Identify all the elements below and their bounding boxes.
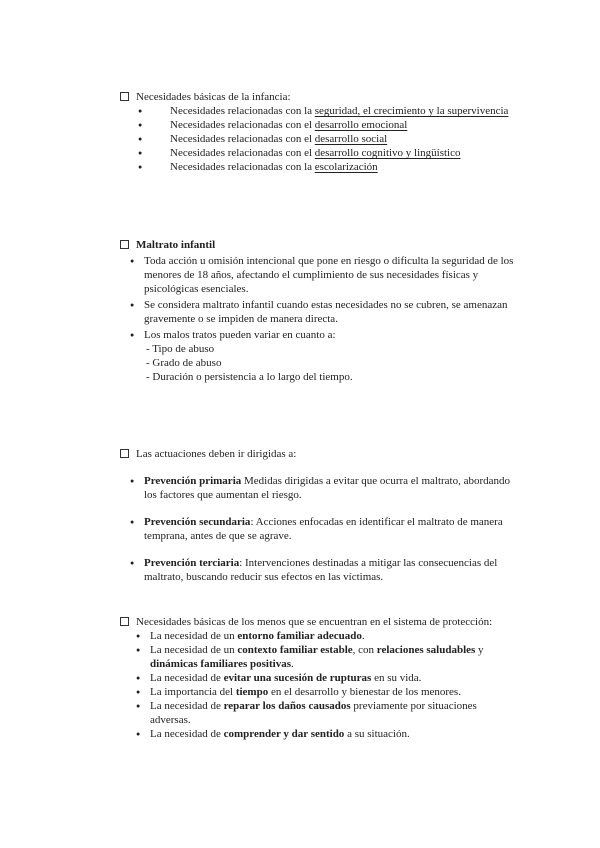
section-actions <box>120 447 520 584</box>
item-text: Necesidades relacionadas con el <box>170 147 315 159</box>
heading-text: Las actuaciones deben ir dirigidas a: <box>136 448 297 460</box>
list-item <box>120 160 520 174</box>
sub-item: - Duración o persistencia a lo largo del tiempo. <box>146 371 353 383</box>
item-text: La necesidad de <box>150 728 224 740</box>
list-item <box>120 118 520 132</box>
item-text: Necesidades relacionadas con el <box>170 119 315 131</box>
section-heading <box>120 90 520 104</box>
list-item: ● Se considera maltrato infantil cuando estas necesidades no se cubren, se amenazan gravemente o se impiden de manera directa. <box>120 298 520 326</box>
item-bold: evitar una sucesión de rupturas <box>223 672 372 684</box>
item-text: . <box>290 658 294 670</box>
item-term: Prevención primaria <box>144 475 242 487</box>
list-item <box>120 474 520 502</box>
sub-item: - Tipo de abuso <box>146 343 215 355</box>
heading-text: Maltrato infantil <box>136 239 216 251</box>
checkbox-icon[interactable] <box>120 240 129 249</box>
item-link[interactable]: desarrollo cognitivo y lingüístico <box>314 147 461 159</box>
item-text: previamente por situaciones adversas. <box>150 700 477 726</box>
item-text: Medidas dirigidas a evitar que ocurra el maltrato, abordando los factores que aumentan el riesgo. <box>144 475 511 501</box>
checkbox-icon[interactable] <box>120 92 129 101</box>
section-protection-needs <box>120 615 520 741</box>
item-text: y <box>475 644 484 656</box>
item-bold: dinámicas familiares positivas <box>150 658 291 670</box>
sub-item: - Grado de abuso <box>146 357 222 369</box>
section-child-abuse <box>120 238 520 384</box>
needs-list <box>120 104 520 174</box>
item-text: a su situación. <box>344 728 410 740</box>
item-text: , con <box>352 644 377 656</box>
section-heading <box>120 238 520 252</box>
prevention-list <box>120 474 520 584</box>
item-bold: tiempo <box>235 686 269 698</box>
item-text: La importancia del <box>150 686 236 698</box>
list-item <box>120 515 520 543</box>
list-item <box>120 671 520 685</box>
item-text: La necesidad de <box>150 672 224 684</box>
section-heading <box>120 447 520 461</box>
heading-text: Necesidades básicas de la infancia: <box>136 91 291 103</box>
list-item <box>120 556 520 584</box>
item-bold: comprender y dar sentido <box>223 728 345 740</box>
list-item <box>120 643 520 671</box>
item-text: Necesidades relacionadas con la <box>170 161 315 173</box>
section-heading <box>120 615 520 629</box>
item-link[interactable]: escolarización <box>314 161 378 173</box>
item-text: en el desarrollo y bienestar de los menores. <box>268 686 461 698</box>
item-text: en su vida. <box>371 672 422 684</box>
item-bold: contexto familiar estable <box>237 644 353 656</box>
list-item <box>120 146 520 160</box>
list-item: ● Los malos tratos pueden variar en cuanto a: <box>120 328 520 342</box>
item-text: La necesidad de un <box>150 630 238 642</box>
heading-text: Necesidades básicas de los menos que se encuentran en el sistema de protección: <box>136 616 493 628</box>
checkbox-icon[interactable] <box>120 449 129 458</box>
item-text: Acciones enfocadas en identificar el maltrato de manera temprana, antes de que se agrave. <box>144 516 503 542</box>
item-term: Prevención secundaria <box>144 516 251 528</box>
item-sep: : <box>250 516 256 528</box>
item-text: Intervenciones destinadas a mitigar las consecuencias del maltrato, buscando reducir sus efectos en las víctimas. <box>144 557 498 583</box>
list-item: ● Toda acción u omisión intencional que pone en riesgo o dificulta la seguridad de los menores de 18 años, afectando el cumplimiento de sus necesidades físicas y psicológicas esenciales. <box>120 254 520 296</box>
item-sep: : <box>239 557 246 569</box>
item-term: Prevención terciaria <box>144 557 240 569</box>
item-bold: entorno familiar adecuado <box>237 630 362 642</box>
item-text: Necesidades relacionadas con la <box>170 105 315 117</box>
list-item <box>120 132 520 146</box>
checkbox-icon[interactable] <box>120 617 129 626</box>
item-link[interactable]: desarrollo emocional <box>314 119 408 131</box>
list-item <box>120 699 520 727</box>
item-bold: reparar los daños causados <box>223 700 351 712</box>
item-bold: relaciones saludables <box>376 644 476 656</box>
item-text: Necesidades relacionadas con el <box>170 133 315 145</box>
section-basic-needs <box>120 90 520 174</box>
protection-list <box>120 629 520 741</box>
item-link[interactable]: seguridad, el crecimiento y la supervivencia <box>314 105 509 117</box>
item-text: La necesidad de un <box>150 644 238 656</box>
item-text: La necesidad de <box>150 700 224 712</box>
list-item <box>120 104 520 118</box>
item-link[interactable]: desarrollo social <box>314 133 388 145</box>
list-item <box>120 685 520 699</box>
item-text: . <box>361 630 365 642</box>
abuse-list <box>120 254 520 342</box>
list-item <box>120 727 520 741</box>
list-item <box>120 629 520 643</box>
